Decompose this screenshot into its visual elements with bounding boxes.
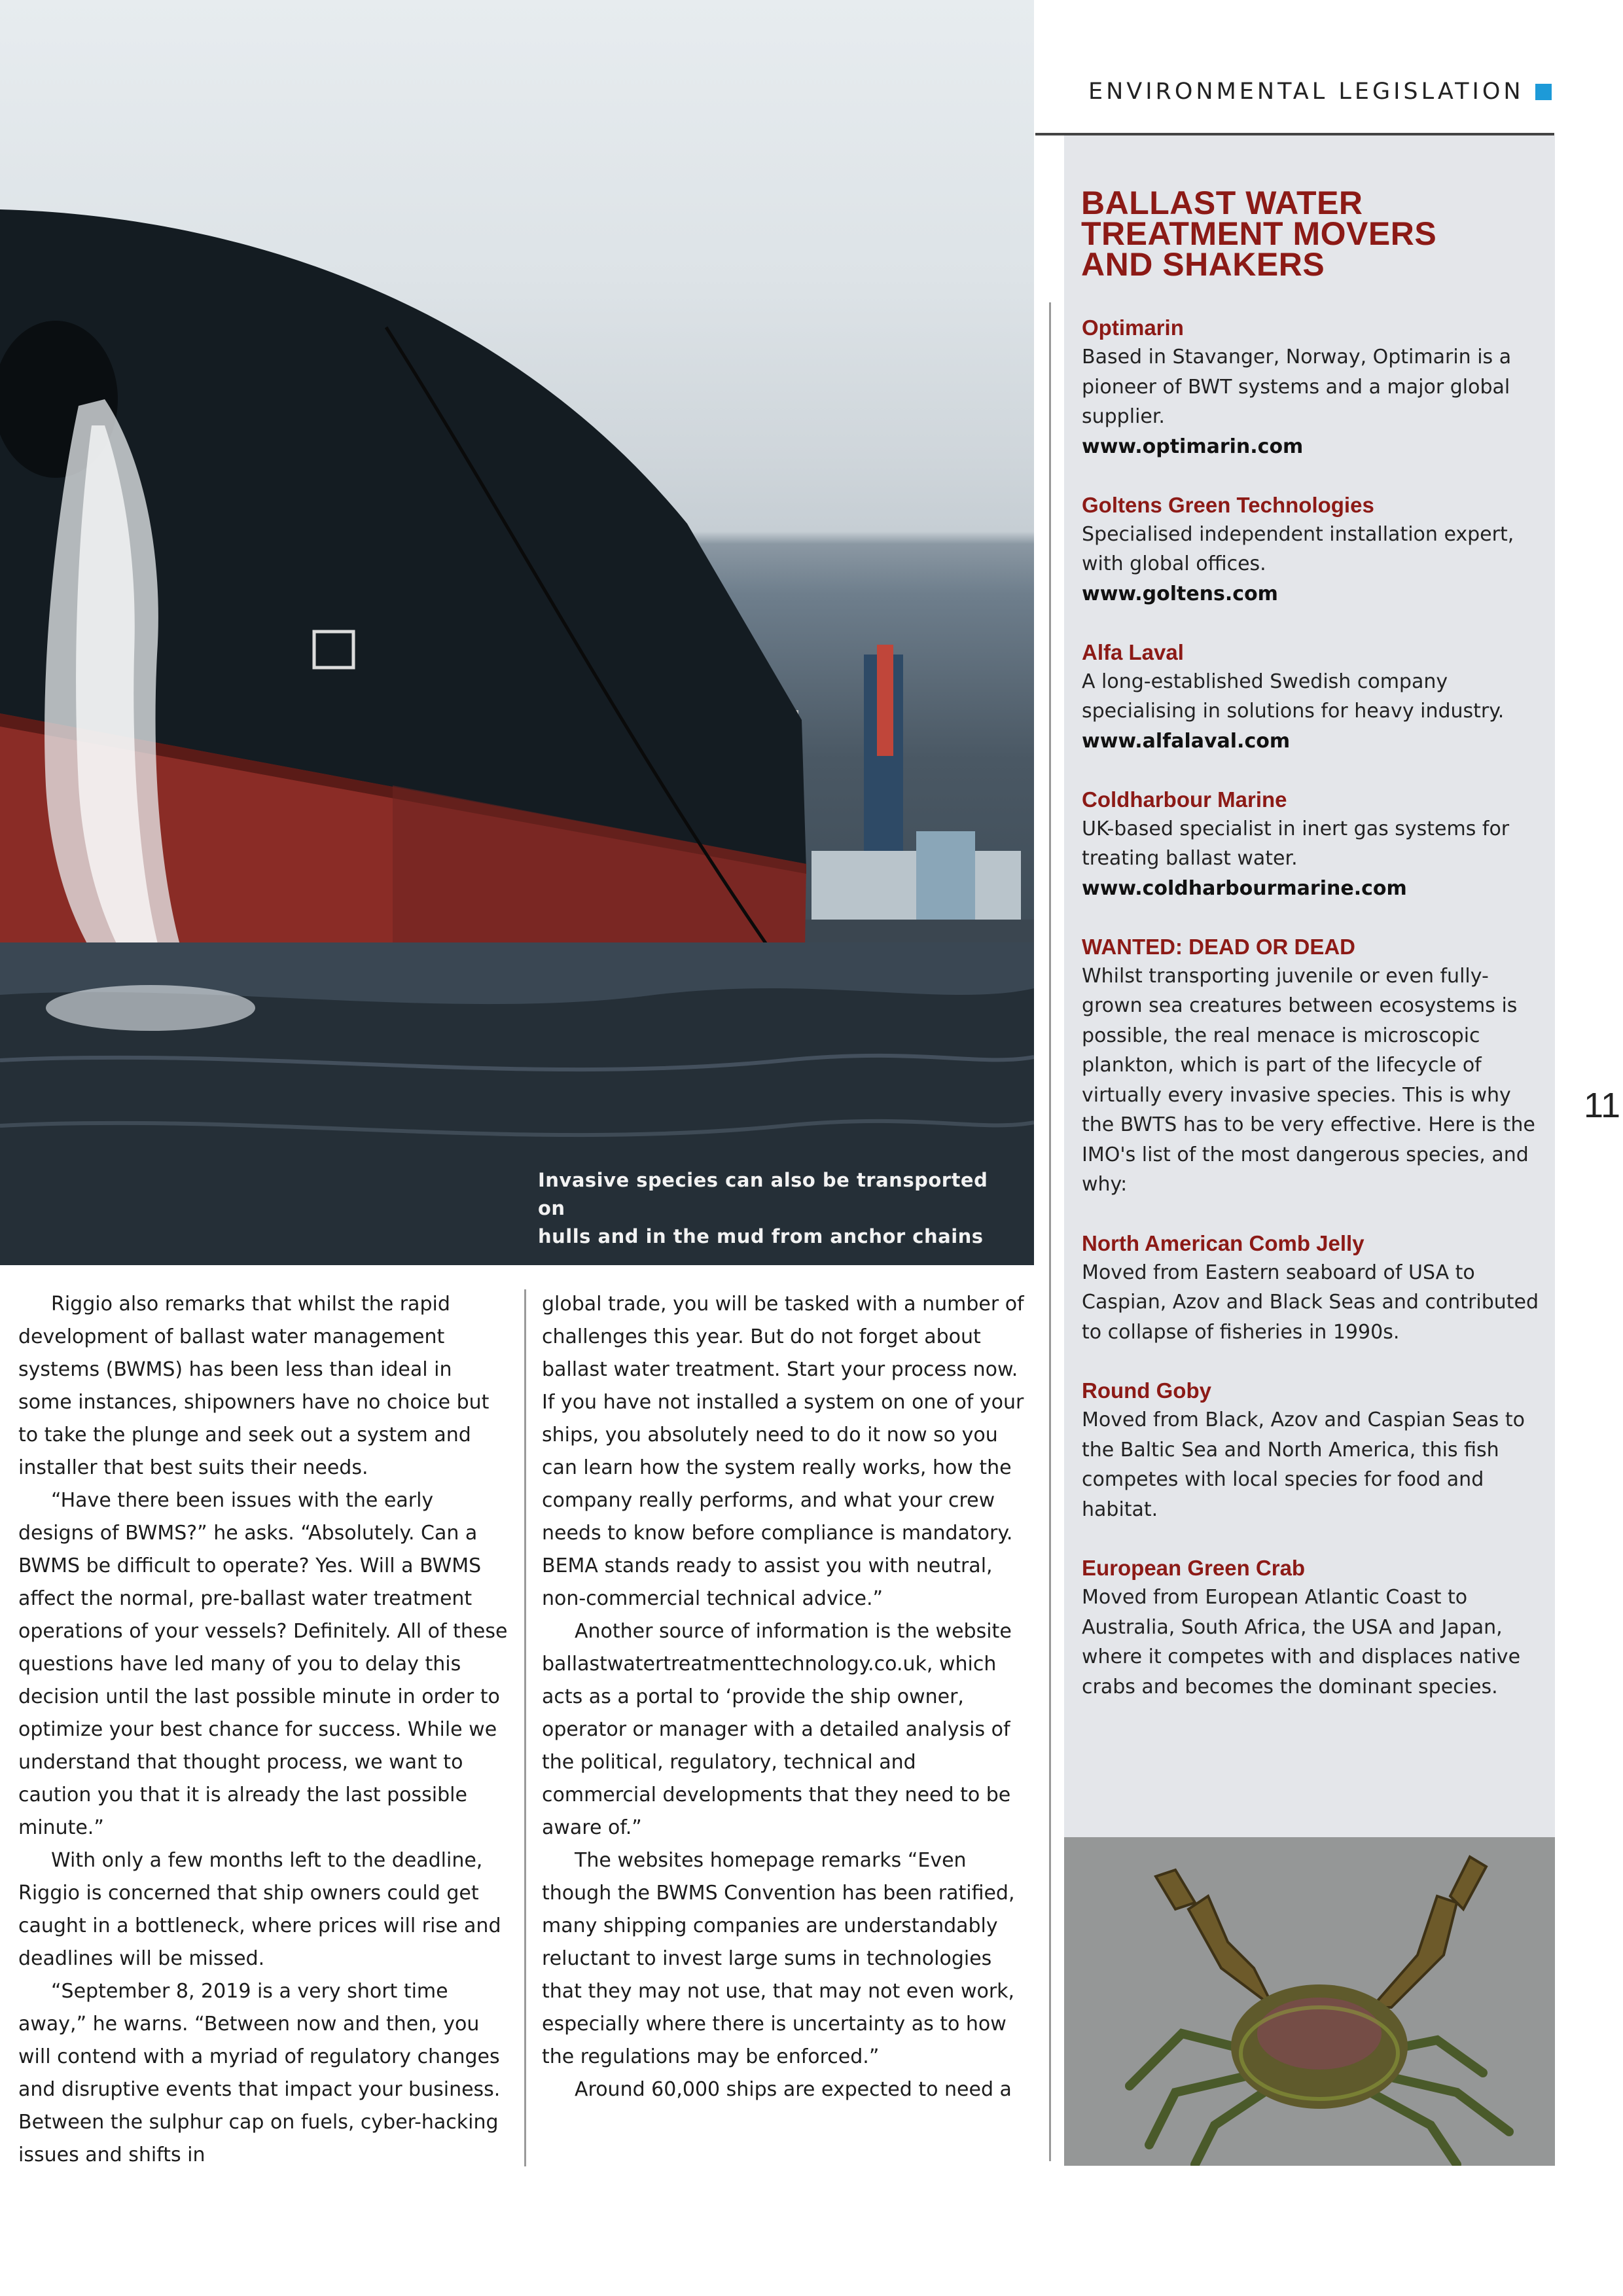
sidebar-entry-wanted bbox=[1082, 932, 1546, 1200]
sidebar-entry-heading: WANTED: DEAD OR DEAD bbox=[1082, 934, 1355, 959]
sidebar-title-line-3: AND SHAKERS bbox=[1081, 246, 1325, 283]
page-number: 11 bbox=[1584, 1086, 1621, 1125]
sidebar-entry-heading: Goltens Green Technologies bbox=[1082, 492, 1374, 517]
sidebar-entry-heading: Coldharbour Marine bbox=[1082, 787, 1287, 812]
body-column-1 bbox=[18, 1288, 510, 2172]
hero-photo bbox=[0, 0, 1034, 1265]
sidebar-entry-text: Specialised independent installation expert, with global offices. bbox=[1082, 522, 1514, 575]
photo-caption-line-1: Invasive species can also be transported on bbox=[538, 1169, 988, 1219]
sidebar-entry-goltens bbox=[1082, 490, 1546, 609]
ship-illustration bbox=[0, 0, 1034, 1265]
sidebar-entry-text: Moved from Black, Azov and Caspian Seas to the Baltic Sea and North America, this fish competes with local species for food and habitat. bbox=[1082, 1408, 1525, 1521]
body-paragraph: Around 60,000 ships are expected to need a bbox=[575, 2078, 1012, 2101]
sidebar-entry-link[interactable]: www.goltens.com bbox=[1082, 582, 1278, 605]
sidebar-entry-comb-jelly bbox=[1082, 1229, 1546, 1348]
sidebar-entry-link[interactable]: www.alfalaval.com bbox=[1082, 729, 1291, 753]
sidebar-title-line-1: BALLAST WATER bbox=[1081, 185, 1363, 221]
sidebar-entry-round-goby bbox=[1082, 1376, 1546, 1524]
sidebar-entry-text: Based in Stavanger, Norway, Optimarin is a pioneer of BWT systems and a major global supplier. bbox=[1082, 346, 1512, 428]
sidebar-entry-coldharbour bbox=[1082, 785, 1546, 903]
body-paragraph: “Have there been issues with the early designs of BWMS?” he asks. “Absolutely. Can a BWMS be difficult to operate? Yes. Will a BWMS affect the normal, pre-ballast water treatment operations of your vessels? Definitely. All of these questions have led many of you to delay this decision until the last possible minute in order to optimize your best chance for success. While we understand that thought process, we want to caution you that it is already the last possible minute.” bbox=[18, 1489, 508, 1839]
sidebar-entry-heading: Optimarin bbox=[1082, 315, 1184, 340]
sidebar-entries bbox=[1082, 313, 1546, 1731]
sidebar-title-line-2: TREATMENT MOVERS bbox=[1081, 215, 1437, 252]
sidebar-title bbox=[1081, 185, 1539, 283]
sidebar-entry-alfa-laval bbox=[1082, 637, 1546, 756]
sidebar-entry-optimarin bbox=[1082, 313, 1546, 461]
sidebar-entry-text: Moved from Eastern seaboard of USA to Caspian, Azov and Black Seas and contributed to collapse of fisheries in 1990s. bbox=[1082, 1261, 1539, 1344]
sidebar-entry-text: UK-based specialist in inert gas systems for treating ballast water. bbox=[1082, 817, 1510, 870]
sidebar-entry-text: Moved from European Atlantic Coast to Australia, South Africa, the USA and Japan, where it competes with and displaces native crabs and becomes the dominant species. bbox=[1082, 1586, 1521, 1698]
photo-caption-line-2: hulls and in the mud from anchor chains bbox=[538, 1225, 984, 1247]
body-paragraph: Another source of information is the website ballastwatertreatmenttechnology.co.uk, which acts as a portal to ‘provide the ship owner, operator or manager with a detailed analysis of the political, regulatory, technical and commercial developments that they need to be aware of.” bbox=[542, 1620, 1012, 1839]
column-divider bbox=[524, 1289, 526, 2166]
sidebar-entry-heading: European Green Crab bbox=[1082, 1556, 1306, 1580]
sidebar-entry-link[interactable]: www.optimarin.com bbox=[1082, 435, 1304, 458]
sidebar-entry-text: Whilst transporting juvenile or even fully-grown sea creatures between ecosystems is possible, the real menace is microscopic plankton, which is part of the lifecycle of virtually every invasive species. This is why the BWTS has to be very effective. Here is the IMO's list of the most dangerous species, and why: bbox=[1082, 964, 1535, 1196]
sidebar-entry-link[interactable]: www.coldharbourmarine.com bbox=[1082, 876, 1407, 900]
body-paragraph: The websites homepage remarks “Even though the BWMS Convention has been ratified, many shipping companies are understandably reluctant to invest large sums in technologies that they may not use, that may not even work, especially where there is uncertainty as to how the regulations may be enforced.” bbox=[542, 1849, 1015, 2068]
section-title: ENVIRONMENTAL LEGISLATION bbox=[1088, 79, 1524, 105]
sidebar-entry-heading: North American Comb Jelly bbox=[1082, 1230, 1364, 1255]
photo-caption bbox=[538, 1166, 1009, 1251]
crab-illustration bbox=[1064, 1837, 1555, 2166]
sidebar-entry-green-crab bbox=[1082, 1553, 1546, 1702]
body-column-2 bbox=[542, 1288, 1029, 2106]
body-paragraph: global trade, you will be tasked with a number of challenges this year. But do not forget about ballast water treatment. Start your process now. If you have not installed a system on one of your ships, you absolutely need to do it now so you can learn how the system really works, how the company really performs, and what your crew needs to know before compliance is mandatory. BEMA stands ready to assist you with neutral, non-commercial technical advice.” bbox=[542, 1293, 1024, 1610]
crab-photo bbox=[1064, 1837, 1555, 2166]
sidebar-entry-heading: Round Goby bbox=[1082, 1378, 1211, 1403]
sidebar-divider bbox=[1049, 302, 1051, 2161]
sidebar-entry-heading: Alfa Laval bbox=[1082, 639, 1184, 664]
section-square-icon bbox=[1535, 84, 1552, 100]
sidebar-entry-text: A long-established Swedish company specialising in solutions for heavy industry. bbox=[1082, 670, 1505, 723]
body-paragraph: “September 8, 2019 is a very short time away,” he warns. “Between now and then, you will contend with a myriad of regulatory changes and disruptive events that impact your business. Between the sulphur cap on fuels, cyber-hacking issues and shifts in bbox=[18, 1980, 501, 2166]
body-paragraph: Riggio also remarks that whilst the rapid development of ballast water management systems (BWMS) has been less than ideal in some instances, shipowners have no choice but to take the plunge and seek out a system and installer that best suits their needs. bbox=[18, 1293, 490, 1479]
body-paragraph: With only a few months left to the deadline, Riggio is concerned that ship owners could get caught in a bottleneck, where prices will rise and deadlines will be missed. bbox=[18, 1849, 501, 1970]
